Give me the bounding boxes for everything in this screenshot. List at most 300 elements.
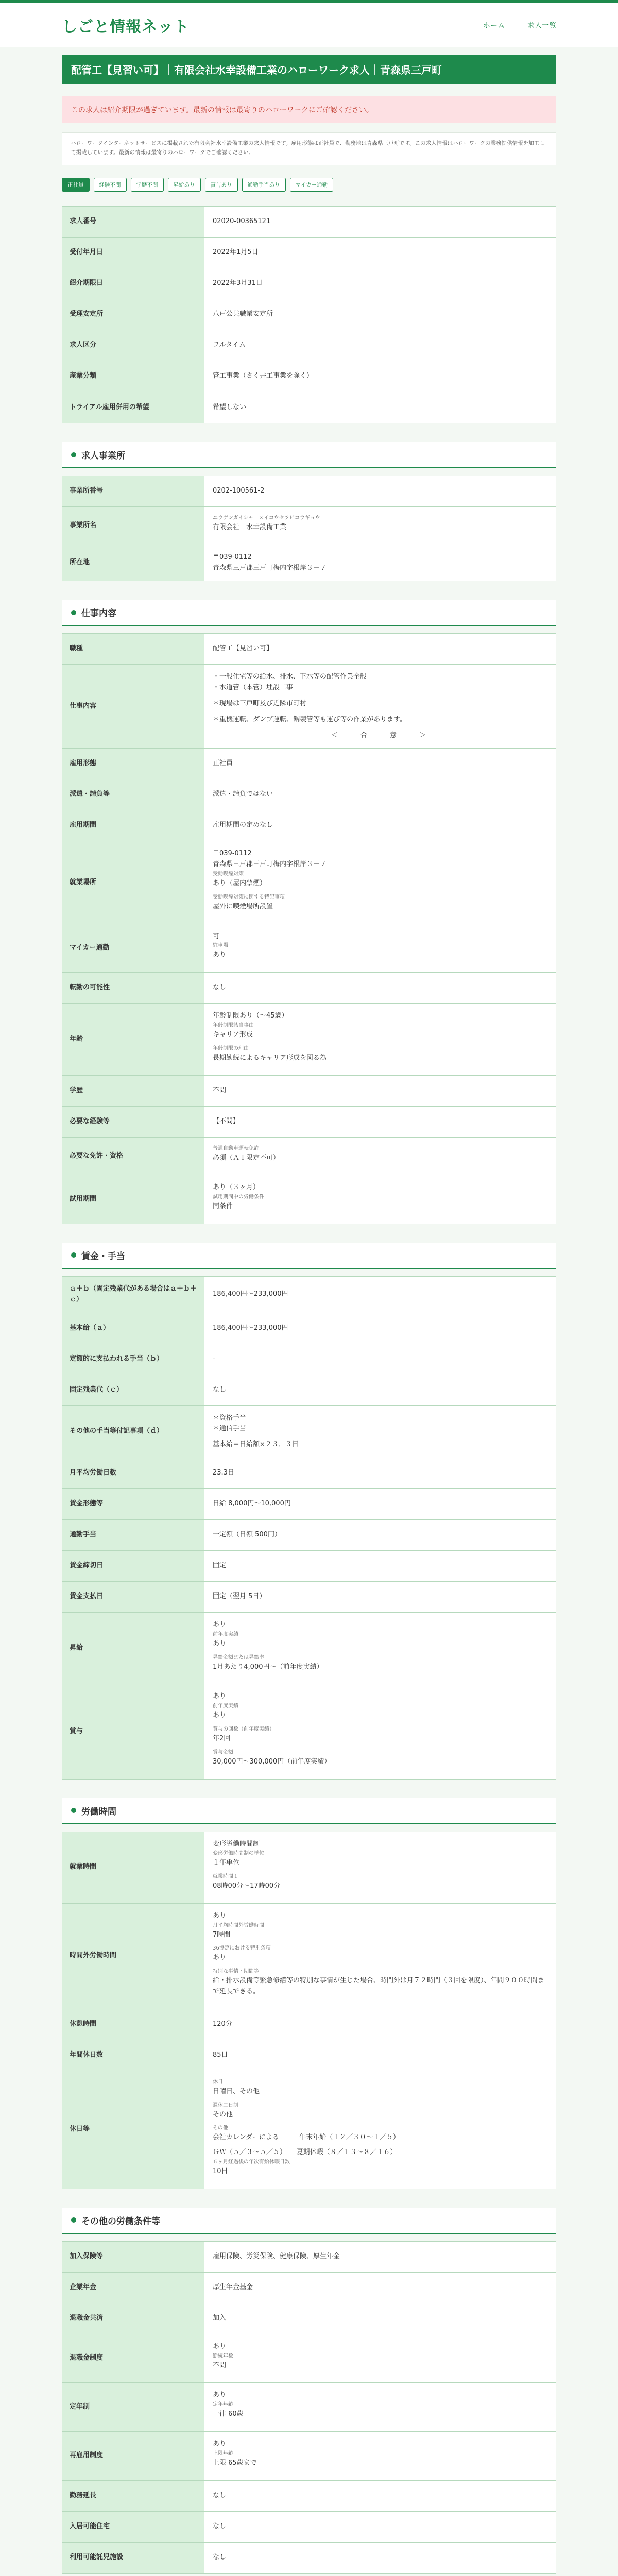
value-text: 一律 60歳 [213, 2410, 244, 2418]
info-table [62, 206, 556, 423]
row-value [204, 2512, 556, 2542]
feature-tags [62, 178, 556, 192]
value-text: 10日 [213, 2167, 228, 2176]
sub-label: 上限年齢 [213, 2450, 233, 2456]
table-row [62, 299, 556, 330]
row-label: 職種 [62, 634, 204, 664]
row-value [204, 1076, 556, 1106]
value-text: 八戸公共職業安定所 [213, 310, 273, 318]
value-text: ＊現場は三戸町及び近隣市町村 [213, 699, 307, 707]
value-text: フルタイム [213, 341, 246, 349]
row-label: 賞与 [62, 1684, 204, 1778]
table-row [62, 810, 556, 841]
sub-label: 試用期間中の労働条件 [213, 1194, 264, 1200]
table-row [62, 2481, 556, 2512]
section-title: 労働時間 [81, 1806, 116, 1817]
row-value [204, 841, 556, 923]
feature-tag: 賞与あり [205, 178, 238, 192]
row-label: 退職金制度 [62, 2334, 204, 2383]
section-heading [62, 1798, 556, 1824]
table-row [62, 2242, 556, 2273]
table-row [62, 1344, 556, 1375]
row-value [204, 2481, 556, 2511]
row-label: 休憩時間 [62, 2009, 204, 2040]
value-text: あり [213, 1639, 227, 1648]
value-text: あり [213, 1620, 227, 1629]
value-text: 85日 [213, 2050, 228, 2059]
row-value [204, 2040, 556, 2071]
row-label: 求人番号 [62, 207, 204, 237]
row-value [204, 392, 556, 423]
nav-job-list-link[interactable]: 求人一覧 [527, 22, 556, 30]
value-text: あり [213, 2440, 227, 2448]
row-label: 賃金形態等 [62, 1489, 204, 1519]
bullet-icon [71, 452, 76, 457]
value-text: 青森県三戸郡三戸町梅内字根岸３－７ [213, 564, 327, 572]
row-value [204, 2009, 556, 2040]
value-text: １年単位 [213, 1859, 240, 1867]
table-row [62, 507, 556, 545]
row-value [204, 299, 556, 330]
sub-label: 賞与金額 [213, 1749, 233, 1755]
row-value [204, 507, 556, 545]
section-title: その他の労働条件等 [81, 2216, 160, 2227]
table-row [62, 924, 556, 973]
sub-label: 年齢制限の理由 [213, 1045, 249, 1052]
value-text: 会社カレンダーによる 年末年始（１２／３０〜１／５） [213, 2133, 400, 2142]
table-row [62, 1004, 556, 1075]
value-text: あり [213, 1954, 227, 1962]
sub-label: 変形労働時間制の単位 [213, 1851, 264, 1857]
table-row [62, 1520, 556, 1551]
row-value [204, 2303, 556, 2334]
row-value [204, 361, 556, 392]
value-text: 青森県三戸郡三戸町梅内字根岸３－７ [213, 860, 327, 869]
sub-label: ６ヶ月経過後の年次有給休暇日数 [213, 2159, 290, 2165]
row-label: トライアル雇用併用の希望 [62, 392, 204, 423]
detail-section [62, 206, 556, 423]
value-text: あり [213, 1711, 227, 1720]
row-label: 転勤の可能性 [62, 973, 204, 1003]
row-value [204, 1613, 556, 1684]
row-value [204, 634, 556, 664]
table-row [62, 1313, 556, 1344]
sub-label: ユウゲンガイシャ スイコウセツビコウギョウ [213, 515, 320, 521]
value-text: 不問 [213, 1086, 227, 1094]
row-label: 受付年月日 [62, 238, 204, 268]
value-text: なし [213, 2553, 227, 2562]
section-heading [62, 600, 556, 626]
row-value [204, 1375, 556, 1405]
value-text: 基本給＝日給額×２３．３日 [213, 1440, 299, 1449]
row-label: 再雇用制度 [62, 2432, 204, 2480]
table-row [62, 1138, 556, 1176]
row-label: 入居可能住宅 [62, 2512, 204, 2542]
value-text: 希望しない [213, 403, 247, 411]
value-text: 〒039-0112 [213, 850, 252, 858]
job-detail-sections [62, 206, 556, 2576]
feature-tag: マイカー通勤 [290, 178, 333, 192]
spacer [213, 709, 547, 715]
row-value [204, 1582, 556, 1612]
sub-label: 昇給金額または昇給率 [213, 1654, 264, 1660]
row-value [204, 1520, 556, 1550]
row-label: 受理安定所 [62, 299, 204, 330]
value-text: 有限会社 水幸設備工業 [213, 523, 287, 531]
row-value [204, 2273, 556, 2303]
row-label: 時間外労働時間 [62, 1904, 204, 2009]
feature-tag: 正社員 [62, 178, 90, 192]
sub-label: その他 [213, 2125, 228, 2131]
table-row [62, 1107, 556, 1138]
info-table [62, 476, 556, 581]
value-text: なし [213, 984, 227, 992]
table-row [62, 545, 556, 581]
section-heading [62, 2208, 556, 2234]
table-row [62, 2383, 556, 2432]
row-value [204, 268, 556, 299]
row-label: ａ＋ｂ（固定残業代がある場合はａ＋ｂ＋ｃ） [62, 1277, 204, 1313]
sub-label: 勤続年数 [213, 2353, 233, 2359]
row-value [204, 924, 556, 973]
table-row [62, 207, 556, 238]
value-text: あり [213, 951, 227, 959]
table-row [62, 361, 556, 392]
value-text: 2022年3月31日 [213, 279, 263, 287]
table-row [62, 330, 556, 361]
row-label: 就業場所 [62, 841, 204, 923]
detail-section [62, 1798, 556, 2189]
detail-section [62, 600, 556, 1224]
table-row [62, 1489, 556, 1520]
value-text: - [213, 1354, 215, 1363]
row-label: 昇給 [62, 1613, 204, 1684]
table-row [62, 238, 556, 268]
info-table [62, 2241, 556, 2574]
bullet-icon [71, 1808, 76, 1813]
row-value [204, 973, 556, 1003]
site-logo[interactable]: しごと情報ネット [62, 18, 190, 36]
row-label: 月平均労働日数 [62, 1458, 204, 1488]
row-value [204, 238, 556, 268]
bullet-icon [71, 1252, 76, 1258]
row-value [204, 665, 556, 748]
value-text: ・一般住宅等の給水、排水、下水等の配管作業全般 [213, 673, 367, 681]
sub-label: 受動喫煙対策に関する特記事項 [213, 894, 285, 900]
value-text: 120分 [213, 2020, 232, 2028]
table-row [62, 2334, 556, 2383]
value-text: 不問 [213, 2361, 227, 2369]
row-value [204, 330, 556, 361]
table-row [62, 779, 556, 810]
row-value [204, 1313, 556, 1344]
section-title: 賃金・手当 [81, 1251, 125, 1262]
centered-note: ＜ 合 意 ＞ [331, 731, 429, 739]
site-header [0, 3, 618, 47]
row-label: 雇用期間 [62, 810, 204, 841]
table-row [62, 2432, 556, 2481]
row-value [204, 1107, 556, 1137]
row-label: 加入保険等 [62, 2242, 204, 2272]
value-text: ＊重機運転、ダンプ運転、鋼製管等も運び等の作業があります。 [213, 715, 407, 723]
row-value [204, 1489, 556, 1519]
table-row [62, 841, 556, 924]
table-row [62, 973, 556, 1004]
value-text: 派遣・請負ではない [213, 790, 273, 799]
row-value [204, 1406, 556, 1458]
row-value [204, 1175, 556, 1224]
row-value [204, 1138, 556, 1175]
row-label: その他の手当等付記事項（ｄ） [62, 1406, 204, 1458]
row-label: 試用期間 [62, 1175, 204, 1224]
value-text: 給・排水設備等緊急修繕等の特別な事情が生じた場合、時間外は月７２時間（３回を限度）、年間９００時間まで延長できる。 [213, 1977, 544, 1996]
row-value [204, 1458, 556, 1488]
row-label: 必要な免許・資格 [62, 1138, 204, 1175]
row-label: 学歴 [62, 1076, 204, 1106]
row-label: 求人区分 [62, 330, 204, 361]
table-row [62, 2040, 556, 2071]
value-text: 〒039-0112 [213, 553, 252, 561]
spacer [213, 1434, 547, 1439]
row-value [204, 2334, 556, 2383]
value-text: 08時00分〜17時00分 [213, 1882, 281, 1890]
value-text: 加入 [213, 2314, 227, 2322]
value-text: 同条件 [213, 1202, 233, 1211]
detail-section [62, 1243, 556, 1780]
row-label: 必要な経験等 [62, 1107, 204, 1137]
value-text: ・水道管（本管）埋設工事 [213, 684, 294, 692]
value-text: 1月あたり4,000円〜（前年度実績） [213, 1663, 323, 1671]
row-label: 固定残業代（ｃ） [62, 1375, 204, 1405]
sub-label: 駐車場 [213, 943, 228, 949]
header-nav [462, 20, 556, 30]
table-row [62, 2071, 556, 2189]
bullet-icon [71, 610, 76, 615]
table-row [62, 1277, 556, 1313]
value-text: なし [213, 2522, 227, 2530]
value-text: その他 [213, 2110, 233, 2119]
sub-label: 就業時間１ [213, 1874, 238, 1880]
value-text: 186,400円〜233,000円 [213, 1290, 288, 1298]
table-row [62, 1375, 556, 1406]
intro-text: ハローワークインターネットサービスに掲載された有限会社水幸設備工業の求人情報です。雇用形態は正社員で、勤務地は青森県三戸町です。この求人情報はハローワークの業務提供情報を加工して掲載しています。最新の情報は最寄りのハローワークでご確認ください。 [62, 132, 556, 165]
sub-label: 前年度実績 [213, 1631, 238, 1637]
row-label: 基本給（ａ） [62, 1313, 204, 1344]
feature-tag: 通勤手当あり [242, 178, 286, 192]
table-row [62, 268, 556, 299]
row-label: 紹介期限日 [62, 268, 204, 299]
value-text: 配管工【見習い可】 [213, 645, 273, 653]
value-text: 日給 8,000円〜10,000円 [213, 1500, 291, 1508]
value-text: 【不問】 [213, 1117, 240, 1125]
value-text: 正社員 [213, 759, 233, 768]
table-row [62, 476, 556, 507]
value-text: 23.3日 [213, 1469, 234, 1477]
table-row [62, 392, 556, 423]
value-text: あり（屋内禁煙） [213, 879, 267, 887]
value-text: 必須（ＡＴ限定不可） [213, 1154, 280, 1162]
feature-tag: 昇給あり [168, 178, 201, 192]
row-label: 休日等 [62, 2071, 204, 2189]
value-text: キャリア形成 [213, 1030, 253, 1039]
row-label: 就業時間 [62, 1832, 204, 1903]
section-heading [62, 1243, 556, 1269]
row-value [204, 2071, 556, 2189]
table-row [62, 2512, 556, 2543]
row-label: 年間休日数 [62, 2040, 204, 2071]
row-label: 事業所名 [62, 507, 204, 545]
sub-label: 年齢制限該当事由 [213, 1022, 254, 1028]
row-value [204, 1551, 556, 1581]
row-label: 年齢 [62, 1004, 204, 1075]
value-text: ＊通信手当 [213, 1425, 247, 1433]
sub-label: 定年年齢 [213, 2402, 233, 2408]
value-text: 管工事業（さく井工事業を除く） [213, 372, 314, 380]
row-label: 賃金支払日 [62, 1582, 204, 1612]
table-row [62, 1458, 556, 1489]
detail-section [62, 442, 556, 581]
row-value [204, 1004, 556, 1075]
page-title: 配管工【見習い可】｜有限会社水幸設備工業のハローワーク求人｜青森県三戸町 [62, 55, 556, 84]
sub-label: 休日 [213, 2079, 223, 2085]
expired-notice: この求人は紹介期限が過ぎています。最新の情報は最寄りのハローワークにご確認ください。 [62, 96, 556, 123]
detail-section [62, 2208, 556, 2574]
sub-label: 前年度実績 [213, 1703, 238, 1709]
table-row [62, 1832, 556, 1904]
value-text: 30,000円〜300,000円（前年度実績） [213, 1757, 331, 1766]
row-label: 定額的に支払われる手当（ｂ） [62, 1344, 204, 1375]
table-row [62, 1582, 556, 1613]
row-value [204, 1684, 556, 1778]
value-text: 0202-100561-2 [213, 487, 265, 495]
table-row [62, 2543, 556, 2573]
table-row [62, 634, 556, 665]
table-row [62, 1904, 556, 2009]
row-label: 仕事内容 [62, 665, 204, 748]
info-table [62, 1276, 556, 1780]
table-row [62, 749, 556, 779]
table-row [62, 1551, 556, 1582]
sub-label: 特別な事情・期間等 [213, 1969, 259, 1975]
sub-label: 普通自動車運転免許 [213, 1145, 259, 1151]
row-value [204, 1344, 556, 1375]
main-content [62, 47, 556, 2576]
value-text: 年齢制限あり（～45歳） [213, 1012, 288, 1020]
row-value [204, 1832, 556, 1903]
row-label: 所在地 [62, 545, 204, 581]
value-text: ＧＷ（５／３〜５／５） 夏期休暇（８／１３〜８／１６） [213, 2148, 397, 2157]
value-text: ＊資格手当 [213, 1414, 247, 1422]
info-table [62, 633, 556, 1224]
value-text: なし [213, 2491, 227, 2499]
value-text: 2022年1月5日 [213, 248, 259, 257]
row-label: 事業所番号 [62, 476, 204, 506]
value-text: 可 [213, 932, 220, 940]
row-label: 企業年金 [62, 2273, 204, 2303]
table-row [62, 1406, 556, 1458]
value-text: あり（３ヶ月） [213, 1183, 260, 1192]
row-value [204, 207, 556, 237]
sub-label: 賞与の回数（前年度実績） [213, 1726, 274, 1732]
value-text: 一定額（日額 500円） [213, 1531, 281, 1539]
row-value [204, 1277, 556, 1313]
value-text: なし [213, 1385, 227, 1394]
row-value [204, 810, 556, 841]
value-text: 186,400円〜233,000円 [213, 1324, 288, 1332]
row-label: 派遣・請負等 [62, 779, 204, 810]
table-row [62, 2009, 556, 2040]
value-text: 長期勤続によるキャリア形成を図る為 [213, 1054, 327, 1062]
row-value [204, 749, 556, 779]
row-label: 産業分類 [62, 361, 204, 392]
value-text: あり [213, 2342, 227, 2350]
bullet-icon [71, 2217, 76, 2223]
row-label: マイカー通勤 [62, 924, 204, 973]
value-text: あり [213, 2391, 227, 2399]
info-table [62, 1832, 556, 2189]
row-value [204, 545, 556, 581]
value-text: あり [213, 1911, 227, 1920]
row-label: 利用可能託児施設 [62, 2543, 204, 2573]
sub-label: 月平均時間外労働時間 [213, 1922, 264, 1928]
value-text: 固定（翌月 5日） [213, 1592, 266, 1601]
row-value [204, 1904, 556, 2009]
value-text: 屋外に喫煙場所設置 [213, 902, 273, 910]
value-text: 変形労働時間制 [213, 1840, 260, 1848]
table-row [62, 2303, 556, 2334]
row-value [204, 2432, 556, 2480]
section-heading [62, 442, 556, 468]
value-text: 日曜日、その他 [213, 2087, 260, 2095]
value-text: 固定 [213, 1562, 227, 1570]
section-title: 求人事業所 [81, 451, 125, 461]
row-label: 勤務延長 [62, 2481, 204, 2511]
sub-label: 受動喫煙対策 [213, 871, 244, 877]
spacer [213, 693, 547, 699]
table-row [62, 1684, 556, 1778]
value-text: 雇用保険、労災保険、健康保険、厚生年金 [213, 2252, 340, 2260]
value-text: 厚生年金基金 [213, 2283, 253, 2291]
feature-tag: 学歴不問 [131, 178, 164, 192]
row-value [204, 2242, 556, 2272]
row-value [204, 2383, 556, 2431]
table-row [62, 1175, 556, 1224]
sub-label: 週休二日制 [213, 2102, 238, 2108]
row-value [204, 2543, 556, 2573]
value-text: 上限 65歳まで [213, 2459, 257, 2467]
table-row [62, 2273, 556, 2303]
value-text: 02020-00365121 [213, 217, 271, 226]
sub-label: 36協定における特別条項 [213, 1945, 271, 1952]
row-label: 定年制 [62, 2383, 204, 2431]
value-text: 雇用期間の定めなし [213, 821, 273, 829]
nav-home-link[interactable]: ホーム [483, 22, 505, 30]
table-row [62, 665, 556, 749]
table-row [62, 1613, 556, 1684]
row-label: 雇用形態 [62, 749, 204, 779]
table-row [62, 1076, 556, 1107]
row-label: 通勤手当 [62, 1520, 204, 1550]
row-value [204, 476, 556, 506]
row-value [204, 779, 556, 810]
value-text: 7時間 [213, 1930, 231, 1939]
value-text: 年2回 [213, 1734, 231, 1742]
row-label: 賃金締切日 [62, 1551, 204, 1581]
feature-tag: 経験不問 [94, 178, 127, 192]
value-text: あり [213, 1692, 227, 1701]
row-label: 退職金共済 [62, 2303, 204, 2334]
section-title: 仕事内容 [81, 608, 116, 619]
